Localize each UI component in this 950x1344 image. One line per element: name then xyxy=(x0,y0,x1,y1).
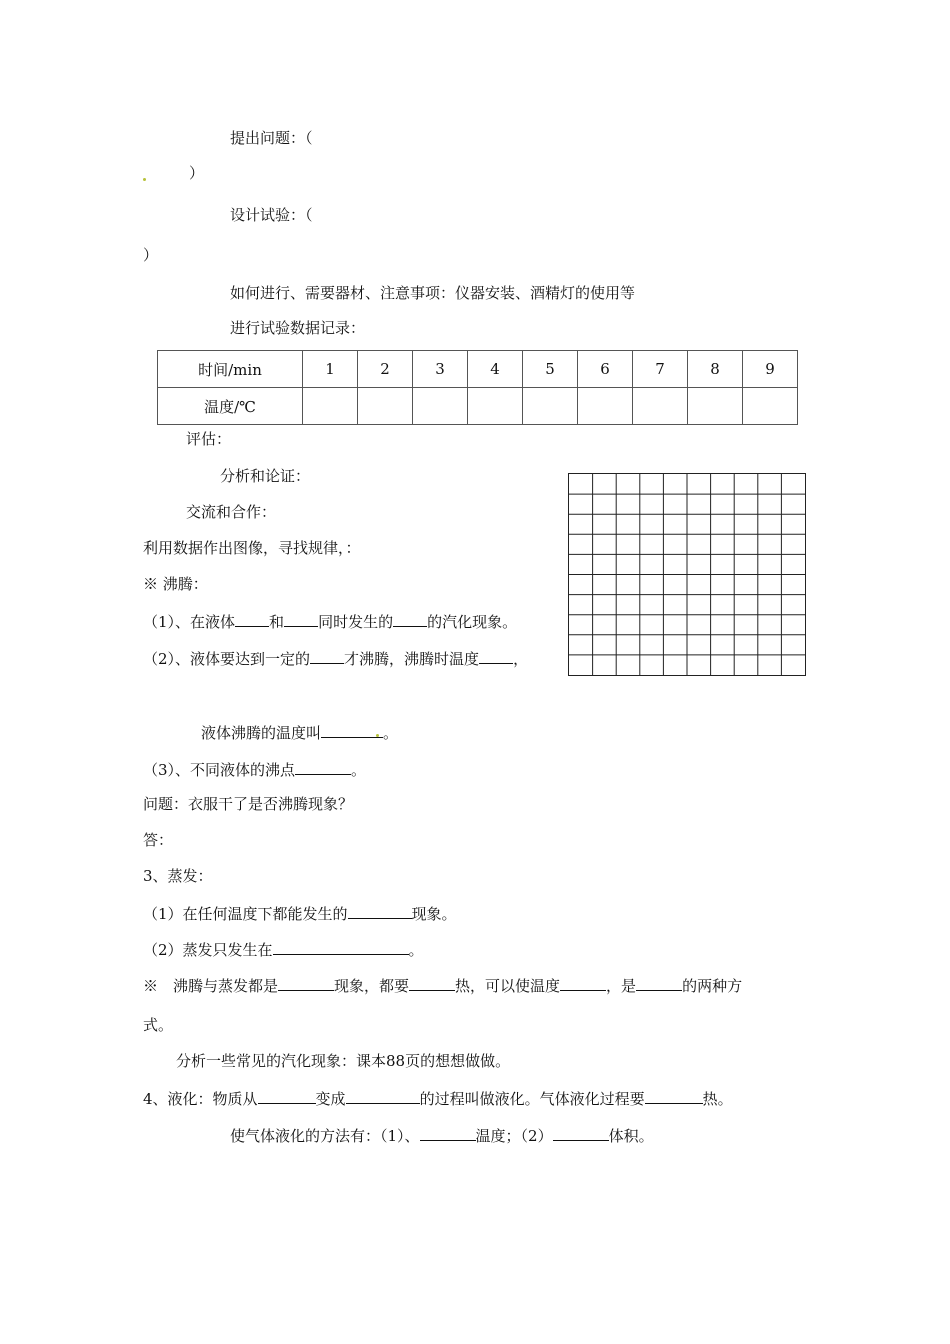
text: 热。 xyxy=(702,1090,733,1108)
text: ※ 沸腾与蒸发都是 xyxy=(143,977,279,995)
text: 现象，都要 xyxy=(334,977,410,995)
temperature-cell[interactable] xyxy=(303,388,358,425)
text: 的汽化现象。 xyxy=(427,613,518,631)
comparison-line xyxy=(143,974,742,996)
design-prompt: 设计试验：（ xyxy=(230,206,313,224)
data-table xyxy=(157,350,798,425)
graph-grid[interactable] xyxy=(568,473,806,676)
text: 使气体液化的方法有：（1）、 xyxy=(230,1127,420,1145)
text: 体积。 xyxy=(608,1127,654,1145)
temperature-cell[interactable] xyxy=(413,388,468,425)
temperature-cell[interactable] xyxy=(743,388,798,425)
boiling-point-line xyxy=(201,721,398,743)
text: （2）、液体要达到一定的 xyxy=(143,650,311,668)
evaporation-item-1 xyxy=(143,902,457,924)
blank[interactable] xyxy=(393,610,427,627)
answer-label: 答： xyxy=(143,831,174,849)
text: 的两种方 xyxy=(682,977,743,995)
time-cell: 4 xyxy=(468,351,523,388)
time-cell: 7 xyxy=(633,351,688,388)
time-cell: 3 xyxy=(413,351,468,388)
time-cell: 5 xyxy=(523,351,578,388)
comparison-line-end: 式。 xyxy=(143,1016,174,1034)
question-prompt: 提出问题：（ xyxy=(230,129,313,147)
blank[interactable] xyxy=(295,758,351,775)
question-close: ） xyxy=(189,164,205,182)
cooperation-heading: 交流和合作： xyxy=(186,503,277,521)
blank[interactable] xyxy=(273,938,409,955)
evaporation-heading: 3、蒸发： xyxy=(143,867,213,885)
table-row xyxy=(158,388,798,425)
text: 才沸腾，沸腾时温度 xyxy=(344,650,480,668)
temperature-cell[interactable] xyxy=(468,388,523,425)
procedure-note: 如何进行、需要器材、注意事项：仪器安装、酒精灯的使用等 xyxy=(230,284,636,302)
text: 。 xyxy=(408,941,424,959)
liquefaction-line xyxy=(143,1087,733,1109)
temperature-cell[interactable] xyxy=(633,388,688,425)
time-cell: 6 xyxy=(578,351,633,388)
blank[interactable] xyxy=(321,721,383,738)
time-label: 时间/min xyxy=(158,351,303,388)
temperature-cell[interactable] xyxy=(688,388,743,425)
blank[interactable] xyxy=(553,1124,609,1141)
graph-instruction: 利用数据作出图像，寻找规律，： xyxy=(143,539,361,557)
boiling-item-3 xyxy=(143,758,366,780)
table-row xyxy=(158,351,798,388)
text: ， xyxy=(513,650,529,668)
text: 和 xyxy=(269,613,285,631)
temperature-cell[interactable] xyxy=(523,388,578,425)
text: 。 xyxy=(383,724,399,742)
liquefaction-methods xyxy=(230,1124,654,1146)
boiling-item-2 xyxy=(143,647,528,669)
blank[interactable] xyxy=(346,1087,420,1104)
time-cell: 8 xyxy=(688,351,743,388)
blank[interactable] xyxy=(348,902,412,919)
text: 现象。 xyxy=(411,905,457,923)
time-cell: 2 xyxy=(358,351,413,388)
evaluation-heading: 评估： xyxy=(186,430,232,448)
blank[interactable] xyxy=(645,1087,703,1104)
text: （3）、不同液体的沸点 xyxy=(143,761,296,779)
blank[interactable] xyxy=(310,647,344,664)
text: 液体沸腾的温度叫 xyxy=(201,724,322,742)
blank[interactable] xyxy=(284,610,318,627)
design-close: ） xyxy=(143,246,159,264)
temperature-cell[interactable] xyxy=(578,388,633,425)
blank[interactable] xyxy=(235,610,269,627)
text: 同时发生的 xyxy=(318,613,394,631)
text: （1）、在液体 xyxy=(143,613,236,631)
blank[interactable] xyxy=(560,974,606,991)
stray-dot xyxy=(376,734,379,737)
blank[interactable] xyxy=(278,974,334,991)
record-heading: 进行试验数据记录： xyxy=(230,319,366,337)
blank[interactable] xyxy=(479,647,513,664)
grid-lines xyxy=(569,474,805,675)
text: ，是 xyxy=(606,977,637,995)
text: （2）蒸发只发生在 xyxy=(143,941,273,959)
vaporization-analysis: 分析一些常见的汽化现象：课本88页的想想做做。 xyxy=(176,1052,511,1070)
text: （1）在任何温度下都能发生的 xyxy=(143,905,348,923)
evaporation-item-2 xyxy=(143,938,424,960)
blank[interactable] xyxy=(409,974,455,991)
blank[interactable] xyxy=(258,1087,316,1104)
boiling-heading: ※ 沸腾： xyxy=(143,575,208,593)
blank[interactable] xyxy=(420,1124,476,1141)
text: 的过程叫做液化。气体液化过程要 xyxy=(419,1090,645,1108)
text: 。 xyxy=(351,761,367,779)
blank[interactable] xyxy=(636,974,682,991)
time-cell: 1 xyxy=(303,351,358,388)
question-clothes: 问题：衣服干了是否沸腾现象？ xyxy=(143,795,354,813)
temperature-cell[interactable] xyxy=(358,388,413,425)
temperature-label: 温度/℃ xyxy=(158,388,303,425)
time-cell: 9 xyxy=(743,351,798,388)
text: 4、液化：物质从 xyxy=(143,1090,258,1108)
boiling-item-1 xyxy=(143,610,517,632)
stray-dot xyxy=(143,178,146,181)
text: 热，可以使温度 xyxy=(455,977,561,995)
text: 温度；（2） xyxy=(475,1127,553,1145)
text: 变成 xyxy=(315,1090,346,1108)
analysis-heading: 分析和论证： xyxy=(220,467,311,485)
